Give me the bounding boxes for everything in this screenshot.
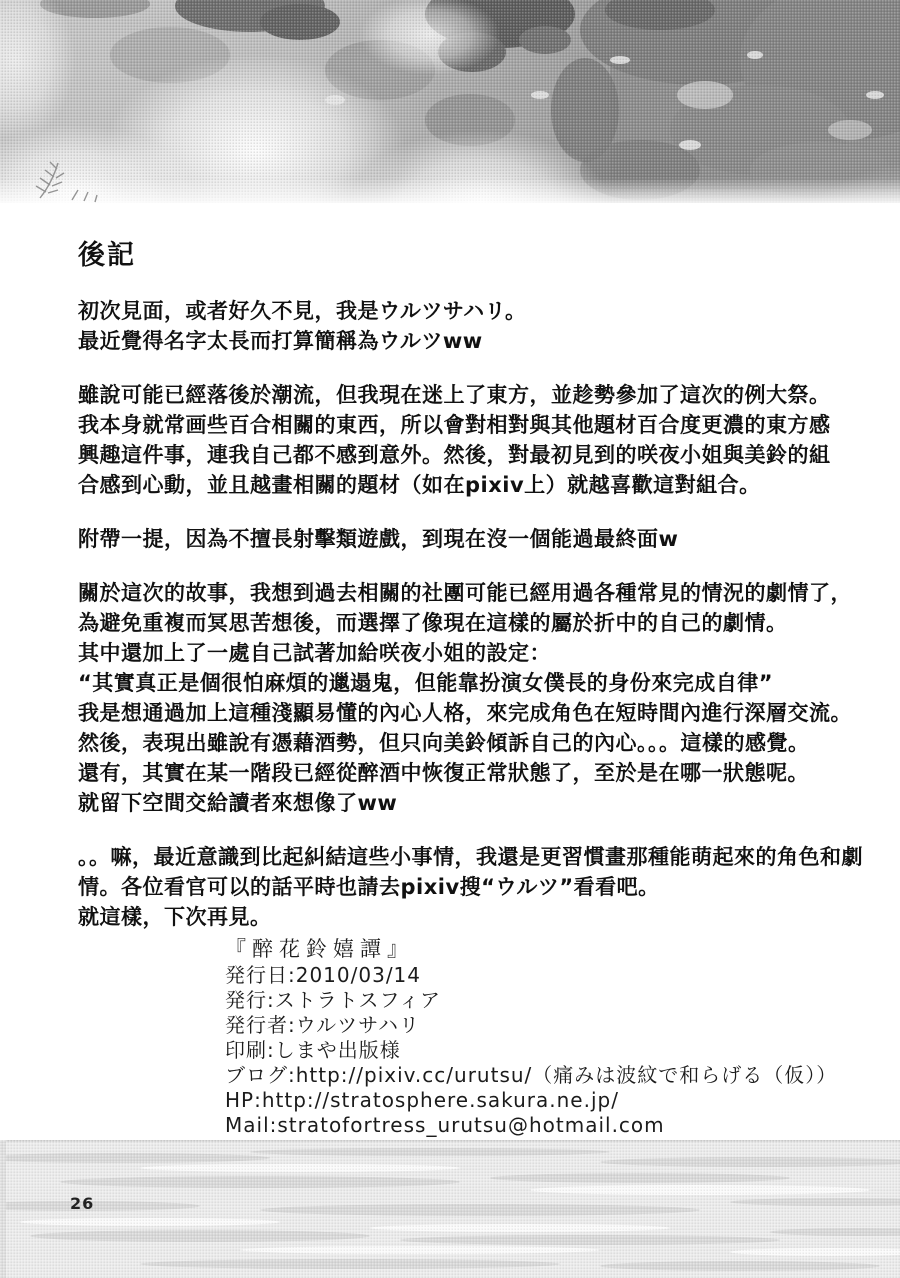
text-line: 印刷:しまや出版様 [225,1038,401,1062]
afterword-lines [78,296,870,932]
text-line [78,554,870,578]
text-line [78,818,870,842]
text-line: “其實真正是個很怕麻煩的邋遢鬼，但能靠扮演女僕長的身份來完成自律” [78,671,774,695]
text-line: 附帶一提，因為不擅長射擊類遊戲，到現在沒一個能過最終面w [78,527,679,551]
text-line [78,356,870,380]
text-line: 其中還加上了一處自己試著加給咲夜小姐的設定： [78,641,551,665]
text-line: 興趣這件事，連我自己都不感到意外。然後，對最初見到的咲夜小姐與美鈴的組 [78,443,831,467]
book-title: 『醉花鈴嬉譚』 [225,937,414,961]
afterword-section [78,238,870,932]
text-line [78,500,870,524]
page-title: 後記 [78,240,136,271]
water-illustration [0,1140,900,1278]
foliage-illustration [0,0,900,207]
text-line: 合感到心動，並且越畫相關的題材（如在pixiv上）就越喜歡這對組合。 [78,473,761,497]
text-line: 就這樣，下次再見。 [78,905,272,929]
colophon-section [225,936,865,1138]
text-line: 我本身就常画些百合相關的東西，所以會對相對與其他題材百合度更濃的東方感 [78,413,831,437]
text-line: 発行:ストラトスフィア [225,988,441,1012]
text-line: 然後，表現出雖說有憑藉酒勢，但只向美鈴傾訴自己的內心。。。這樣的感覺。 [78,731,810,755]
page-number: 26 [70,1194,95,1213]
text-line: 発行者:ウルツサハリ [225,1013,420,1037]
text-line: ブログ:http://pixiv.cc/urutsu/（痛みは波紋で和らげる（仮）） [225,1063,838,1087]
text-line: 最近覺得名字太長而打算簡稱為ウルツww [78,329,483,353]
text-line: 為避免重複而冥思苦想後，而選擇了像現在這樣的屬於折中的自己的劇情。 [78,611,788,635]
text-line: 雖說可能已經落後於潮流，但我現在迷上了東方，並趁勢參加了這次的例大祭。 [78,383,831,407]
text-line: HP:http://stratosphere.sakura.ne.jp/ [225,1088,619,1112]
text-line: 情。各位看官可以的話平時也請去pixiv搜“ウルツ”看看吧。 [78,875,660,899]
text-line: 就留下空間交給讀者來想像了ww [78,791,398,815]
text-line: 発行日:2010/03/14 [225,963,422,987]
text-line: 還有，其實在某一階段已經從醉酒中恢復正常狀態了，至於是在哪一狀態呢。 [78,761,809,785]
water-footer-image [0,1140,900,1278]
text-line: 。。嘛，最近意識到比起糾結這些小事情，我還是更習慣畫那種能萌起來的角色和劇 [78,845,863,869]
text-line: 關於這次的故事，我想到過去相關的社團可能已經用過各種常見的情況的劇情了， [78,581,852,605]
foliage-header-image [0,0,900,207]
colophon-lines [225,963,865,1138]
text-line: 初次見面，或者好久不見，我是ウルツサハリ。 [78,299,527,323]
text-line: 我是想通過加上這種淺顯易懂的內心人格，來完成角色在短時間內進行深層交流。 [78,701,852,725]
text-line: Mail:stratofortress_urutsu@hotmail.com [225,1113,665,1137]
